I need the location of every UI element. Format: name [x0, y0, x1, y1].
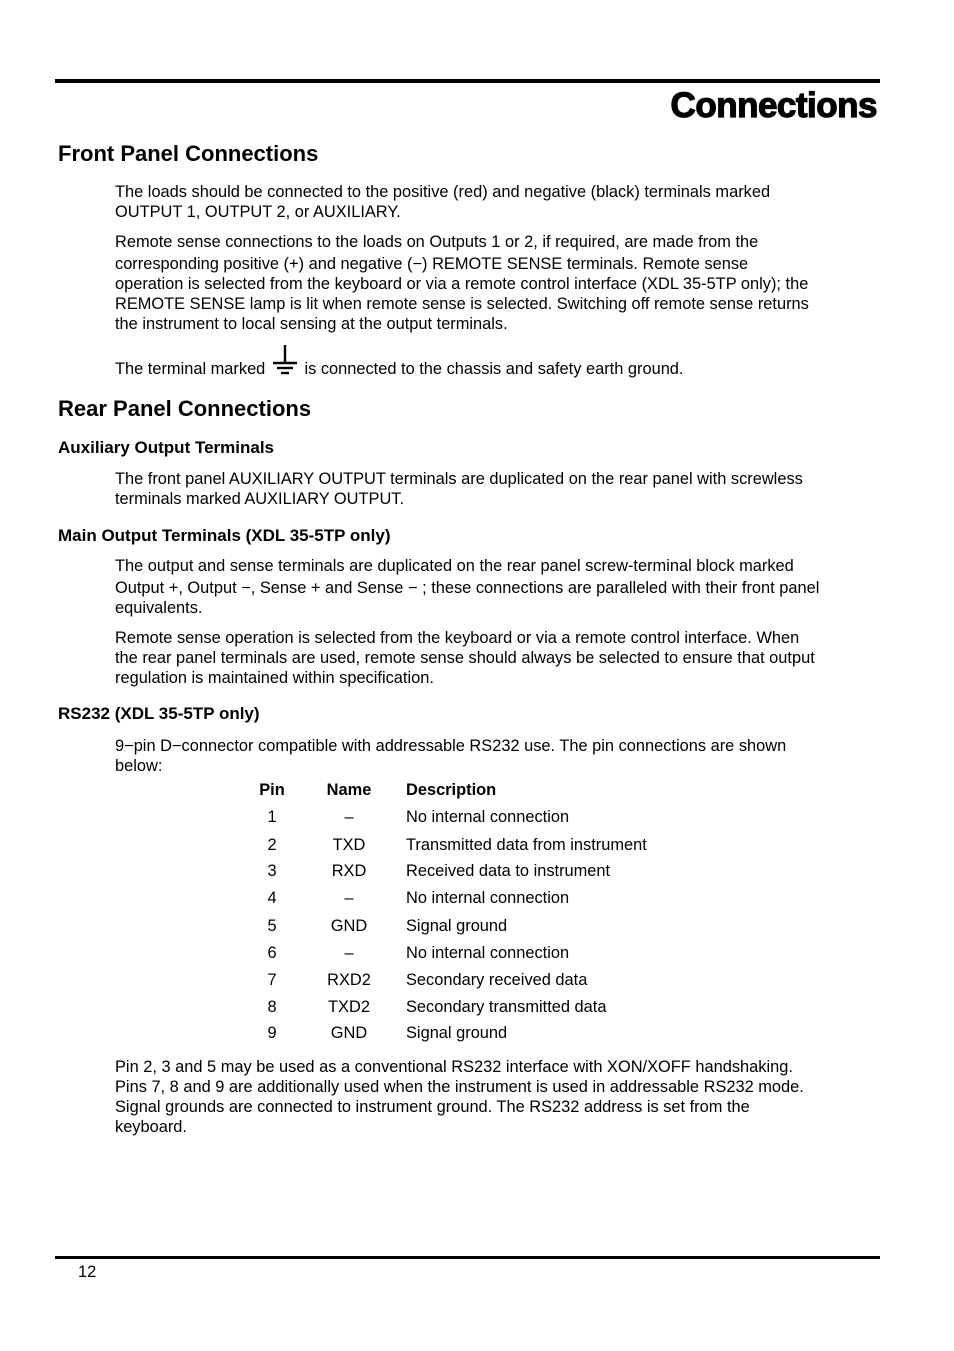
cell-pin: 3 [267, 862, 277, 880]
paragraph-line: The output and sense terminals are duplicated on the rear panel screw-terminal block marked [115, 557, 794, 575]
cell-description: Transmitted data from instrument [406, 836, 647, 854]
paragraph-line: equivalents. [115, 599, 203, 617]
paragraph-line: the rear panel terminals are used, remote sense should always be selected to ensure that output [115, 649, 815, 667]
cell-pin: 2 [267, 836, 277, 854]
cell-name: TXD2 [328, 998, 370, 1016]
earth-text-after: is connected to the chassis and safety earth ground. [304, 360, 684, 378]
aux-output-heading: Auxiliary Output Terminals [58, 438, 275, 457]
cell-name: GND [330, 917, 368, 935]
cell-description: No internal connection [406, 808, 570, 826]
paragraph-line: Remote sense operation is selected from the keyboard or via a remote control interface. When [115, 629, 800, 647]
paragraph-line: 9−pin D−connector compatible with addressable RS232 use. The pin connections are shown [115, 737, 787, 755]
cell-pin: 7 [267, 971, 277, 989]
main-output-heading: Main Output Terminals (XDL 35-5TP only) [58, 526, 391, 545]
cell-pin: 6 [267, 944, 277, 962]
paragraph-line: corresponding positive (+) and negative (−) REMOTE SENSE terminals. Remote sense [115, 255, 749, 273]
cell-description: Received data to instrument [406, 862, 611, 880]
cell-description: Signal ground [406, 1024, 508, 1042]
earth-paragraph [115, 359, 683, 379]
front-panel-heading: Front Panel Connections [58, 141, 319, 166]
cell-pin: 4 [267, 889, 277, 907]
paragraph-line: Pins 7, 8 and 9 are additionally used when the instrument is used in addressable RS232 mode. [115, 1078, 804, 1096]
table-header-name: Name [326, 781, 372, 799]
cell-description: Secondary transmitted data [406, 998, 607, 1016]
paragraph-line: Remote sense connections to the loads on Outputs 1 or 2, if required, are made from the [115, 233, 759, 251]
page-title: Connections [670, 86, 877, 125]
paragraph-line: REMOTE SENSE lamp is lit when remote sense is selected. Switching off remote sense returns [115, 295, 809, 313]
rs232-heading: RS232 (XDL 35-5TP only) [58, 704, 260, 723]
paragraph-line: terminals marked AUXILIARY OUTPUT. [115, 490, 405, 508]
table-header-pin: Pin [259, 781, 285, 799]
cell-description: Signal ground [406, 917, 508, 935]
bottom-rule [55, 1256, 880, 1259]
paragraph-line: Signal grounds are connected to instrument ground. The RS232 address is set from the [115, 1098, 750, 1116]
paragraph-line: Output +, Output −, Sense + and Sense − ; these connections are paralleled with their front panel [115, 579, 820, 597]
paragraph-line: the instrument to local sensing at the output terminals. [115, 315, 508, 333]
paragraph-line: operation is selected from the keyboard or via a remote control interface (XDL 35-5TP only); the [115, 275, 809, 293]
cell-description: No internal connection [406, 944, 570, 962]
cell-description: Secondary received data [406, 971, 588, 989]
earth-ground-icon [270, 359, 300, 379]
paragraph-line: OUTPUT 1, OUTPUT 2, or AUXILIARY. [115, 203, 401, 221]
cell-pin: 8 [267, 998, 277, 1016]
cell-description: No internal connection [406, 889, 570, 907]
earth-text-before: The terminal marked [115, 360, 266, 378]
paragraph-line: below: [115, 757, 163, 775]
paragraph-line: regulation is maintained within specification. [115, 669, 434, 687]
rear-panel-heading: Rear Panel Connections [58, 396, 312, 421]
cell-name: – [344, 944, 354, 962]
paragraph-line: The front panel AUXILIARY OUTPUT terminals are duplicated on the rear panel with screwless [115, 470, 803, 488]
top-rule [55, 79, 880, 83]
cell-name: – [344, 889, 354, 907]
cell-pin: 5 [267, 917, 277, 935]
cell-name: GND [330, 1024, 368, 1042]
cell-name: TXD [332, 836, 366, 854]
table-header-description: Description [406, 781, 497, 799]
paragraph-line: The loads should be connected to the positive (red) and negative (black) terminals marked [115, 183, 771, 201]
cell-name: RXD [331, 862, 367, 880]
cell-pin: 1 [267, 808, 277, 826]
page-number: 12 [78, 1263, 97, 1281]
cell-pin: 9 [267, 1024, 277, 1042]
cell-name: RXD2 [327, 971, 371, 989]
cell-name: – [344, 808, 354, 826]
paragraph-line: Pin 2, 3 and 5 may be used as a conventional RS232 interface with XON/XOFF handshaking. [115, 1058, 793, 1076]
paragraph-line: keyboard. [115, 1118, 187, 1136]
